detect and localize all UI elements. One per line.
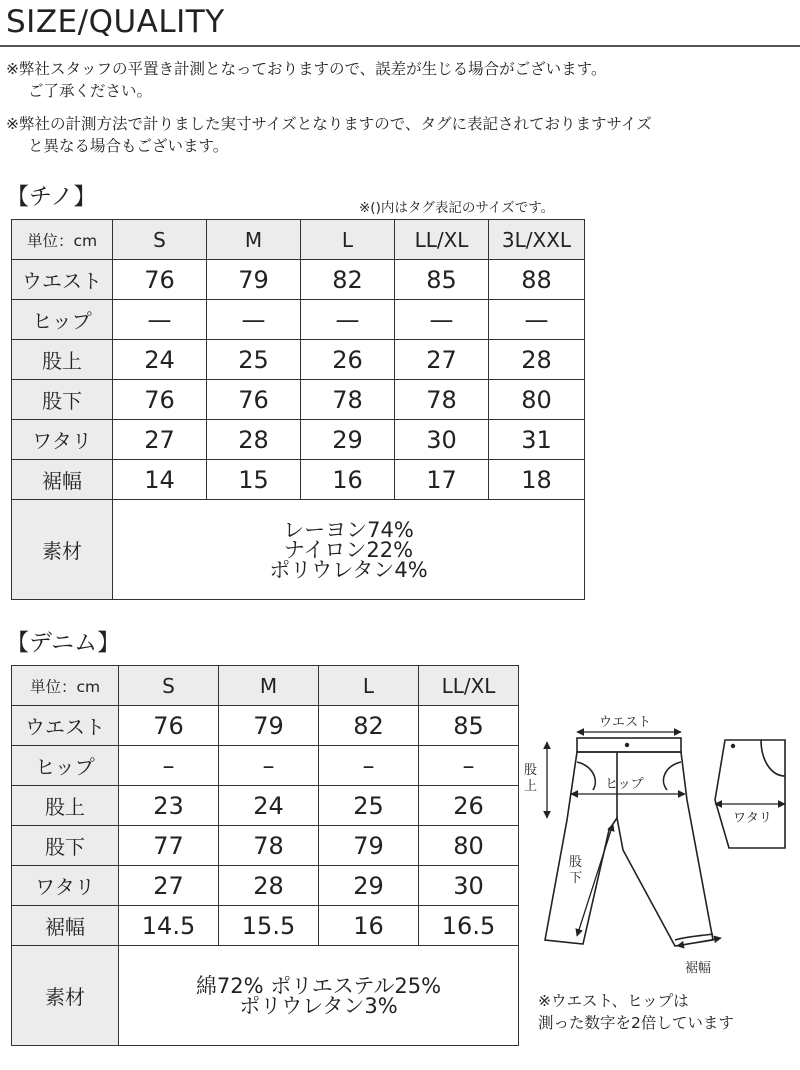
- chino-label-waist: ウエスト: [12, 260, 113, 300]
- chino-cell: —: [395, 300, 489, 340]
- chino-cell: 18: [489, 460, 585, 500]
- note-measurement-line2: ご了承ください。: [28, 82, 153, 100]
- chino-cell: 26: [301, 340, 395, 380]
- page-title: SIZE/QUALITY: [6, 4, 225, 40]
- denim-cell: 79: [219, 706, 319, 746]
- chino-label-rise: 股上: [12, 340, 113, 380]
- diagram-hem-label: 裾幅: [685, 961, 712, 976]
- chino-heading: 【チノ】: [6, 184, 97, 210]
- chino-material-line: ナイロン22%: [283, 537, 414, 562]
- chino-material-line: レーヨン74%: [283, 517, 414, 542]
- denim-cell: 15.5: [219, 906, 319, 946]
- denim-row-hip: [12, 746, 519, 786]
- chino-row-material: [12, 500, 585, 600]
- note-method: [6, 113, 652, 157]
- chino-label-thigh: ワタリ: [12, 420, 113, 460]
- diagram-inseam-label-top: 股: [569, 855, 583, 870]
- note-measurement-line1: ※弊社スタッフの平置き計測となっておりますので、誤差が生じる場合がございます。: [6, 60, 607, 78]
- denim-cell: 27: [119, 866, 219, 906]
- chino-row-hem: [12, 460, 585, 500]
- pocket-left: [577, 762, 595, 790]
- chino-unit-label: 単位：cm: [12, 220, 113, 260]
- chino-cell: 76: [113, 380, 207, 420]
- chino-size-s: S: [113, 220, 207, 260]
- measurement-diagram: [515, 700, 800, 990]
- chino-cell: —: [489, 300, 585, 340]
- chino-cell: 78: [301, 380, 395, 420]
- denim-cell: 79: [319, 826, 419, 866]
- denim-cell: 78: [219, 826, 319, 866]
- chino-size-ll: LL/XL: [395, 220, 489, 260]
- denim-size-l: L: [319, 666, 419, 706]
- denim-cell: –: [419, 746, 519, 786]
- diagram-inseam-label-bottom: 下: [569, 871, 583, 886]
- note-method-line1: ※弊社の計測方法で計りました実寸サイズとなりますので、タグに表記されておりますサイズ: [6, 115, 652, 133]
- denim-cell: 80: [419, 826, 519, 866]
- chino-size-3l: 3L/XXL: [489, 220, 585, 260]
- diagram-rise-label-top: 股: [524, 763, 538, 778]
- chino-cell: 79: [207, 260, 301, 300]
- chino-cell: —: [301, 300, 395, 340]
- chino-cell: 28: [489, 340, 585, 380]
- chino-cell: 24: [113, 340, 207, 380]
- denim-row-rise: [12, 786, 519, 826]
- denim-size-ll: LL/XL: [419, 666, 519, 706]
- chino-row-hip: [12, 300, 585, 340]
- chino-label-material: 素材: [12, 500, 113, 600]
- denim-material-line: 綿72% ポリエステル25%: [195, 973, 442, 998]
- denim-size-m: M: [219, 666, 319, 706]
- denim-cell: –: [119, 746, 219, 786]
- chino-cell: 31: [489, 420, 585, 460]
- side-view-dot: [731, 744, 735, 748]
- pocket-right: [663, 762, 681, 790]
- chino-tag-note: ※()内はタグ表記のサイズです。: [359, 200, 555, 216]
- denim-cell: 16.5: [419, 906, 519, 946]
- denim-label-waist: ウエスト: [12, 706, 119, 746]
- denim-label-hem: 裾幅: [12, 906, 119, 946]
- denim-cell: 26: [419, 786, 519, 826]
- chino-cell: 16: [301, 460, 395, 500]
- chino-cell: 82: [301, 260, 395, 300]
- chino-label-inseam: 股下: [12, 380, 113, 420]
- diagram-hip-label: ヒップ: [605, 777, 644, 792]
- denim-size-table: [11, 665, 519, 1046]
- side-view-outline: [715, 740, 785, 848]
- denim-size-s: S: [119, 666, 219, 706]
- chino-cell: 14: [113, 460, 207, 500]
- denim-cell: 24: [219, 786, 319, 826]
- side-view-pocket: [761, 740, 785, 776]
- denim-header-row: [12, 666, 519, 706]
- title-divider: [0, 45, 800, 47]
- denim-cell: 82: [319, 706, 419, 746]
- denim-cell: 85: [419, 706, 519, 746]
- denim-label-material: 素材: [12, 946, 119, 1046]
- denim-cell: 28: [219, 866, 319, 906]
- chino-cell: 78: [395, 380, 489, 420]
- denim-heading: 【デニム】: [6, 630, 121, 656]
- denim-row-thigh: [12, 866, 519, 906]
- denim-cell: 23: [119, 786, 219, 826]
- chino-size-m: M: [207, 220, 301, 260]
- chino-cell: 76: [207, 380, 301, 420]
- chino-size-l: L: [301, 220, 395, 260]
- denim-unit-label: 単位：cm: [12, 666, 119, 706]
- chino-cell: 85: [395, 260, 489, 300]
- footnote-line1: ※ウエスト、ヒップは: [538, 992, 689, 1010]
- chino-cell: —: [113, 300, 207, 340]
- denim-material-line: ポリウレタン3%: [239, 993, 398, 1018]
- chino-cell: 30: [395, 420, 489, 460]
- denim-cell: –: [319, 746, 419, 786]
- denim-material-cell: [119, 946, 519, 1046]
- denim-row-hem: [12, 906, 519, 946]
- denim-cell: 76: [119, 706, 219, 746]
- chino-label-hem: 裾幅: [12, 460, 113, 500]
- denim-cell: –: [219, 746, 319, 786]
- denim-row-inseam: [12, 826, 519, 866]
- note-measurement: [6, 58, 606, 102]
- button-dot: [625, 743, 629, 747]
- footnote-line2: 測った数字を2倍しています: [538, 1014, 734, 1032]
- denim-cell: 30: [419, 866, 519, 906]
- diagram-waist-label: ウエスト: [599, 715, 652, 730]
- chino-cell: —: [207, 300, 301, 340]
- chino-cell: 29: [301, 420, 395, 460]
- denim-cell: 77: [119, 826, 219, 866]
- chino-row-thigh: [12, 420, 585, 460]
- diagram-rise-label-bottom: 上: [524, 779, 538, 794]
- chino-cell: 17: [395, 460, 489, 500]
- chino-cell: 25: [207, 340, 301, 380]
- denim-label-hip: ヒップ: [12, 746, 119, 786]
- diagram-thigh-label: ワタリ: [733, 811, 772, 826]
- chino-material-line: ポリウレタン4%: [269, 557, 428, 582]
- denim-row-waist: [12, 706, 519, 746]
- chino-material-cell: [113, 500, 585, 600]
- chino-row-rise: [12, 340, 585, 380]
- footnote: [538, 990, 734, 1034]
- chino-cell: 76: [113, 260, 207, 300]
- chino-size-table: [11, 219, 585, 600]
- denim-cell: 25: [319, 786, 419, 826]
- chino-header-row: [12, 220, 585, 260]
- chino-row-waist: [12, 260, 585, 300]
- note-method-line2: と異なる場合もございます。: [28, 137, 229, 155]
- denim-label-thigh: ワタリ: [12, 866, 119, 906]
- chino-cell: 27: [113, 420, 207, 460]
- hem-line: [675, 934, 713, 940]
- denim-cell: 29: [319, 866, 419, 906]
- chino-cell: 88: [489, 260, 585, 300]
- denim-cell: 16: [319, 906, 419, 946]
- chino-cell: 27: [395, 340, 489, 380]
- chino-cell: 28: [207, 420, 301, 460]
- denim-label-inseam: 股下: [12, 826, 119, 866]
- denim-label-rise: 股上: [12, 786, 119, 826]
- denim-row-material: [12, 946, 519, 1046]
- chino-row-inseam: [12, 380, 585, 420]
- pants-illustration: [515, 700, 800, 990]
- chino-label-hip: ヒップ: [12, 300, 113, 340]
- denim-cell: 14.5: [119, 906, 219, 946]
- chino-cell: 15: [207, 460, 301, 500]
- chino-cell: 80: [489, 380, 585, 420]
